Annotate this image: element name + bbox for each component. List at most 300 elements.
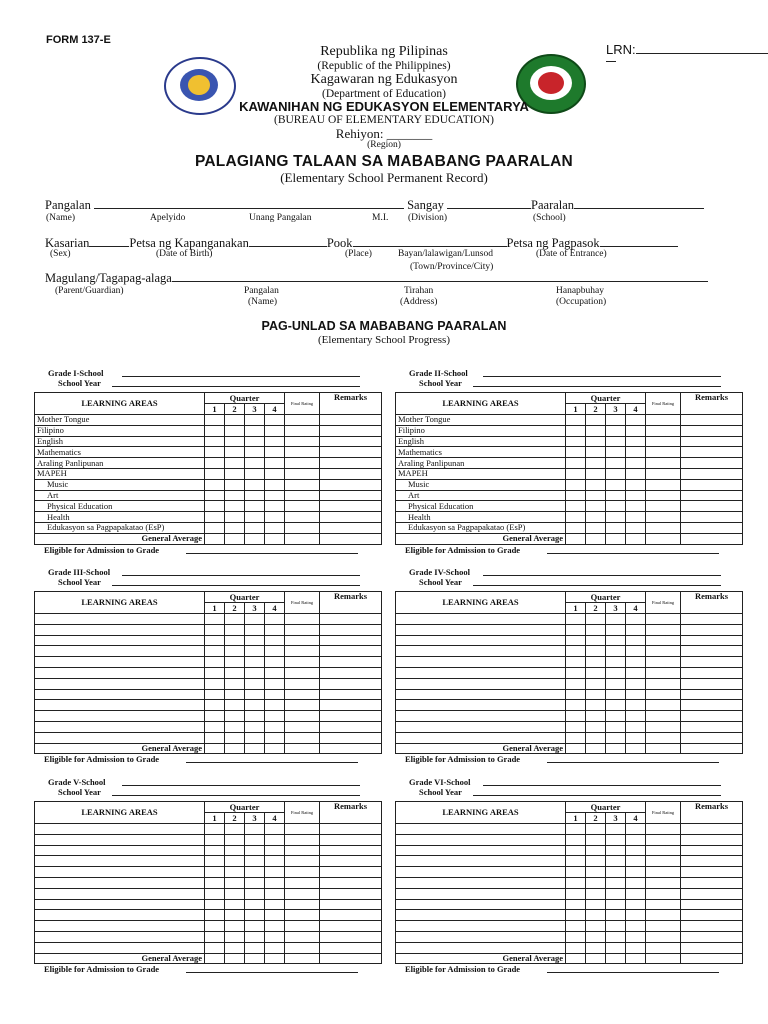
quarter-grade-cell[interactable] [626,512,646,523]
quarter-grade-cell[interactable] [566,856,586,867]
quarter-grade-cell[interactable] [606,468,626,479]
learning-area-cell[interactable]: Araling Panlipunan [35,458,205,469]
remarks-cell[interactable] [681,834,743,845]
quarter-grade-cell[interactable] [265,824,285,835]
final-rating-cell[interactable] [285,436,320,447]
learning-area-cell[interactable] [396,942,566,953]
quarter-grade-cell[interactable] [265,512,285,523]
final-rating-cell[interactable] [646,877,681,888]
quarter-grade-cell[interactable] [566,700,586,711]
general-average-final-cell[interactable] [646,533,681,544]
quarter-grade-cell[interactable] [245,700,265,711]
quarter-grade-cell[interactable] [626,931,646,942]
learning-area-cell[interactable]: MAPEH [396,468,566,479]
quarter-grade-cell[interactable] [606,458,626,469]
quarter-grade-cell[interactable] [225,501,245,512]
final-rating-cell[interactable] [285,614,320,625]
general-average-remarks-cell[interactable] [681,953,743,964]
general-average-quarter-cell[interactable] [566,743,586,754]
quarter-grade-cell[interactable] [245,732,265,743]
final-rating-cell[interactable] [285,646,320,657]
remarks-cell[interactable] [320,845,382,856]
quarter-grade-cell[interactable] [265,468,285,479]
final-rating-cell[interactable] [646,479,681,490]
quarter-grade-cell[interactable] [626,468,646,479]
final-rating-cell[interactable] [646,635,681,646]
general-average-quarter-cell[interactable] [606,953,626,964]
quarter-grade-cell[interactable] [205,436,225,447]
quarter-grade-cell[interactable] [566,899,586,910]
quarter-grade-cell[interactable] [586,931,606,942]
general-average-quarter-cell[interactable] [566,953,586,964]
quarter-grade-cell[interactable] [245,856,265,867]
quarter-grade-cell[interactable] [566,845,586,856]
quarter-grade-cell[interactable] [586,436,606,447]
remarks-cell[interactable] [320,824,382,835]
learning-area-cell[interactable] [35,834,205,845]
learning-area-cell[interactable] [396,910,566,921]
quarter-grade-cell[interactable] [245,867,265,878]
remarks-cell[interactable] [320,447,382,458]
learning-area-cell[interactable] [35,942,205,953]
learning-area-cell[interactable] [396,657,566,668]
learning-area-cell[interactable] [35,867,205,878]
quarter-grade-cell[interactable] [245,711,265,722]
quarter-grade-cell[interactable] [205,458,225,469]
final-rating-cell[interactable] [646,732,681,743]
quarter-grade-cell[interactable] [586,512,606,523]
quarter-grade-cell[interactable] [626,877,646,888]
final-rating-cell[interactable] [646,425,681,436]
final-rating-cell[interactable] [646,845,681,856]
quarter-grade-cell[interactable] [225,458,245,469]
quarter-grade-cell[interactable] [265,732,285,743]
final-rating-cell[interactable] [646,700,681,711]
general-average-final-cell[interactable] [285,953,320,964]
quarter-grade-cell[interactable] [566,646,586,657]
general-average-quarter-cell[interactable] [265,953,285,964]
final-rating-cell[interactable] [285,490,320,501]
learning-area-cell[interactable]: Music [35,479,205,490]
quarter-grade-cell[interactable] [245,910,265,921]
quarter-grade-cell[interactable] [606,689,626,700]
eligible-admission-input[interactable] [547,553,719,554]
final-rating-cell[interactable] [646,921,681,932]
quarter-grade-cell[interactable] [566,479,586,490]
quarter-grade-cell[interactable] [626,867,646,878]
quarter-grade-cell[interactable] [606,921,626,932]
final-rating-cell[interactable] [285,447,320,458]
quarter-grade-cell[interactable] [205,867,225,878]
eligible-admission-input[interactable] [547,762,719,763]
quarter-grade-cell[interactable] [225,689,245,700]
learning-area-cell[interactable] [35,700,205,711]
quarter-grade-cell[interactable] [245,942,265,953]
remarks-cell[interactable] [320,689,382,700]
final-rating-cell[interactable] [285,921,320,932]
pook-input[interactable] [353,246,507,247]
final-rating-cell[interactable] [646,657,681,668]
remarks-cell[interactable] [681,845,743,856]
quarter-grade-cell[interactable] [265,501,285,512]
general-average-quarter-cell[interactable] [626,743,646,754]
final-rating-cell[interactable] [646,501,681,512]
remarks-cell[interactable] [681,910,743,921]
learning-area-cell[interactable] [35,721,205,732]
final-rating-cell[interactable] [285,824,320,835]
remarks-cell[interactable] [320,490,382,501]
quarter-grade-cell[interactable] [586,721,606,732]
learning-area-cell[interactable] [396,646,566,657]
quarter-grade-cell[interactable] [626,501,646,512]
quarter-grade-cell[interactable] [566,512,586,523]
final-rating-cell[interactable] [285,468,320,479]
quarter-grade-cell[interactable] [566,614,586,625]
learning-area-cell[interactable]: Mother Tongue [35,415,205,426]
learning-area-cell[interactable]: Edukasyon sa Pagpapakatao (EsP) [396,522,566,533]
quarter-grade-cell[interactable] [205,646,225,657]
paaralan-input[interactable] [574,208,704,209]
remarks-cell[interactable] [681,921,743,932]
final-rating-cell[interactable] [285,877,320,888]
quarter-grade-cell[interactable] [566,888,586,899]
final-rating-cell[interactable] [285,522,320,533]
general-average-final-cell[interactable] [646,953,681,964]
quarter-grade-cell[interactable] [225,667,245,678]
quarter-grade-cell[interactable] [245,845,265,856]
learning-area-cell[interactable] [35,931,205,942]
quarter-grade-cell[interactable] [626,436,646,447]
quarter-grade-cell[interactable] [586,678,606,689]
quarter-grade-cell[interactable] [586,910,606,921]
final-rating-cell[interactable] [646,942,681,953]
remarks-cell[interactable] [320,657,382,668]
quarter-grade-cell[interactable] [586,501,606,512]
quarter-grade-cell[interactable] [606,447,626,458]
quarter-grade-cell[interactable] [626,921,646,932]
quarter-grade-cell[interactable] [245,501,265,512]
quarter-grade-cell[interactable] [606,711,626,722]
final-rating-cell[interactable] [285,657,320,668]
learning-area-cell[interactable] [396,888,566,899]
quarter-grade-cell[interactable] [566,657,586,668]
quarter-grade-cell[interactable] [245,415,265,426]
quarter-grade-cell[interactable] [626,635,646,646]
quarter-grade-cell[interactable] [225,888,245,899]
quarter-grade-cell[interactable] [205,910,225,921]
quarter-grade-cell[interactable] [205,700,225,711]
quarter-grade-cell[interactable] [586,490,606,501]
learning-area-cell[interactable] [35,635,205,646]
remarks-cell[interactable] [320,942,382,953]
grade-school-input[interactable] [483,376,721,377]
learning-area-cell[interactable]: Mother Tongue [396,415,566,426]
remarks-cell[interactable] [320,678,382,689]
final-rating-cell[interactable] [646,522,681,533]
final-rating-cell[interactable] [285,711,320,722]
quarter-grade-cell[interactable] [626,415,646,426]
learning-area-cell[interactable]: Art [396,490,566,501]
quarter-grade-cell[interactable] [265,447,285,458]
general-average-quarter-cell[interactable] [265,533,285,544]
quarter-grade-cell[interactable] [606,678,626,689]
final-rating-cell[interactable] [285,700,320,711]
quarter-grade-cell[interactable] [606,931,626,942]
quarter-grade-cell[interactable] [265,845,285,856]
quarter-grade-cell[interactable] [626,856,646,867]
quarter-grade-cell[interactable] [586,458,606,469]
quarter-grade-cell[interactable] [566,721,586,732]
quarter-grade-cell[interactable] [265,700,285,711]
quarter-grade-cell[interactable] [566,436,586,447]
quarter-grade-cell[interactable] [566,711,586,722]
final-rating-cell[interactable] [646,468,681,479]
learning-area-cell[interactable] [35,910,205,921]
quarter-grade-cell[interactable] [245,877,265,888]
quarter-grade-cell[interactable] [245,436,265,447]
quarter-grade-cell[interactable] [225,415,245,426]
quarter-grade-cell[interactable] [566,921,586,932]
final-rating-cell[interactable] [646,834,681,845]
quarter-grade-cell[interactable] [586,834,606,845]
remarks-cell[interactable] [681,635,743,646]
quarter-grade-cell[interactable] [626,657,646,668]
school-year-input[interactable] [473,585,721,586]
quarter-grade-cell[interactable] [586,667,606,678]
learning-area-cell[interactable] [396,867,566,878]
final-rating-cell[interactable] [285,856,320,867]
final-rating-cell[interactable] [646,711,681,722]
quarter-grade-cell[interactable] [245,646,265,657]
general-average-final-cell[interactable] [285,533,320,544]
quarter-grade-cell[interactable] [586,899,606,910]
quarter-grade-cell[interactable] [586,415,606,426]
quarter-grade-cell[interactable] [265,667,285,678]
learning-area-cell[interactable] [396,689,566,700]
remarks-cell[interactable] [681,512,743,523]
quarter-grade-cell[interactable] [245,425,265,436]
quarter-grade-cell[interactable] [205,614,225,625]
quarter-grade-cell[interactable] [626,888,646,899]
remarks-cell[interactable] [681,877,743,888]
remarks-cell[interactable] [681,522,743,533]
quarter-grade-cell[interactable] [265,635,285,646]
learning-area-cell[interactable] [35,732,205,743]
quarter-grade-cell[interactable] [225,877,245,888]
final-rating-cell[interactable] [646,436,681,447]
general-average-quarter-cell[interactable] [205,533,225,544]
quarter-grade-cell[interactable] [606,436,626,447]
general-average-quarter-cell[interactable] [586,743,606,754]
quarter-grade-cell[interactable] [225,468,245,479]
quarter-grade-cell[interactable] [626,479,646,490]
pangalan-input[interactable] [94,208,404,209]
general-average-quarter-cell[interactable] [245,533,265,544]
learning-area-cell[interactable]: Music [396,479,566,490]
quarter-grade-cell[interactable] [245,834,265,845]
quarter-grade-cell[interactable] [205,834,225,845]
final-rating-cell[interactable] [646,490,681,501]
final-rating-cell[interactable] [646,667,681,678]
quarter-grade-cell[interactable] [265,425,285,436]
final-rating-cell[interactable] [646,447,681,458]
learning-area-cell[interactable]: English [396,436,566,447]
learning-area-cell[interactable]: Edukasyon sa Pagpapakatao (EsP) [35,522,205,533]
quarter-grade-cell[interactable] [225,910,245,921]
quarter-grade-cell[interactable] [265,856,285,867]
remarks-cell[interactable] [681,501,743,512]
quarter-grade-cell[interactable] [265,458,285,469]
quarter-grade-cell[interactable] [205,721,225,732]
general-average-quarter-cell[interactable] [586,953,606,964]
remarks-cell[interactable] [320,931,382,942]
school-year-input[interactable] [112,386,360,387]
remarks-cell[interactable] [320,732,382,743]
quarter-grade-cell[interactable] [586,689,606,700]
remarks-cell[interactable] [320,415,382,426]
quarter-grade-cell[interactable] [626,624,646,635]
quarter-grade-cell[interactable] [586,468,606,479]
learning-area-cell[interactable] [35,678,205,689]
final-rating-cell[interactable] [285,501,320,512]
final-rating-cell[interactable] [285,867,320,878]
quarter-grade-cell[interactable] [586,479,606,490]
learning-area-cell[interactable] [35,711,205,722]
learning-area-cell[interactable] [35,899,205,910]
grade-school-input[interactable] [483,785,721,786]
quarter-grade-cell[interactable] [225,657,245,668]
remarks-cell[interactable] [681,721,743,732]
quarter-grade-cell[interactable] [225,436,245,447]
final-rating-cell[interactable] [646,689,681,700]
school-year-input[interactable] [473,795,721,796]
quarter-grade-cell[interactable] [225,931,245,942]
quarter-grade-cell[interactable] [225,447,245,458]
quarter-grade-cell[interactable] [205,512,225,523]
quarter-grade-cell[interactable] [265,646,285,657]
quarter-grade-cell[interactable] [245,721,265,732]
quarter-grade-cell[interactable] [225,834,245,845]
quarter-grade-cell[interactable] [245,447,265,458]
quarter-grade-cell[interactable] [225,425,245,436]
quarter-grade-cell[interactable] [606,490,626,501]
quarter-grade-cell[interactable] [265,624,285,635]
remarks-cell[interactable] [681,490,743,501]
final-rating-cell[interactable] [285,942,320,953]
final-rating-cell[interactable] [285,512,320,523]
remarks-cell[interactable] [681,436,743,447]
quarter-grade-cell[interactable] [245,458,265,469]
quarter-grade-cell[interactable] [606,415,626,426]
learning-area-cell[interactable]: Araling Panlipunan [396,458,566,469]
learning-area-cell[interactable] [396,856,566,867]
quarter-grade-cell[interactable] [265,657,285,668]
quarter-grade-cell[interactable] [586,700,606,711]
quarter-grade-cell[interactable] [205,732,225,743]
general-average-quarter-cell[interactable] [606,533,626,544]
quarter-grade-cell[interactable] [205,711,225,722]
learning-area-cell[interactable] [35,657,205,668]
quarter-grade-cell[interactable] [265,614,285,625]
remarks-cell[interactable] [681,732,743,743]
quarter-grade-cell[interactable] [626,689,646,700]
quarter-grade-cell[interactable] [606,700,626,711]
quarter-grade-cell[interactable] [626,732,646,743]
remarks-cell[interactable] [681,867,743,878]
general-average-remarks-cell[interactable] [320,533,382,544]
quarter-grade-cell[interactable] [566,867,586,878]
quarter-grade-cell[interactable] [626,614,646,625]
quarter-grade-cell[interactable] [225,732,245,743]
quarter-grade-cell[interactable] [586,657,606,668]
final-rating-cell[interactable] [646,931,681,942]
final-rating-cell[interactable] [285,899,320,910]
final-rating-cell[interactable] [646,899,681,910]
quarter-grade-cell[interactable] [566,458,586,469]
quarter-grade-cell[interactable] [586,845,606,856]
remarks-cell[interactable] [320,468,382,479]
remarks-cell[interactable] [681,458,743,469]
quarter-grade-cell[interactable] [586,856,606,867]
quarter-grade-cell[interactable] [265,834,285,845]
quarter-grade-cell[interactable] [566,942,586,953]
quarter-grade-cell[interactable] [205,657,225,668]
learning-area-cell[interactable] [396,721,566,732]
quarter-grade-cell[interactable] [606,834,626,845]
quarter-grade-cell[interactable] [606,657,626,668]
remarks-cell[interactable] [320,910,382,921]
general-average-remarks-cell[interactable] [681,743,743,754]
remarks-cell[interactable] [320,522,382,533]
quarter-grade-cell[interactable] [566,624,586,635]
quarter-grade-cell[interactable] [586,425,606,436]
quarter-grade-cell[interactable] [205,624,225,635]
final-rating-cell[interactable] [285,624,320,635]
quarter-grade-cell[interactable] [606,635,626,646]
quarter-grade-cell[interactable] [205,522,225,533]
quarter-grade-cell[interactable] [245,522,265,533]
quarter-grade-cell[interactable] [225,856,245,867]
quarter-grade-cell[interactable] [225,635,245,646]
learning-area-cell[interactable]: MAPEH [35,468,205,479]
quarter-grade-cell[interactable] [225,700,245,711]
quarter-grade-cell[interactable] [566,910,586,921]
quarter-grade-cell[interactable] [606,522,626,533]
quarter-grade-cell[interactable] [626,834,646,845]
remarks-cell[interactable] [681,899,743,910]
learning-area-cell[interactable] [396,834,566,845]
quarter-grade-cell[interactable] [586,921,606,932]
quarter-grade-cell[interactable] [245,678,265,689]
quarter-grade-cell[interactable] [606,867,626,878]
general-average-quarter-cell[interactable] [205,743,225,754]
quarter-grade-cell[interactable] [606,732,626,743]
remarks-cell[interactable] [681,711,743,722]
learning-area-cell[interactable]: Art [35,490,205,501]
learning-area-cell[interactable] [35,856,205,867]
quarter-grade-cell[interactable] [626,942,646,953]
quarter-grade-cell[interactable] [606,667,626,678]
quarter-grade-cell[interactable] [225,614,245,625]
quarter-grade-cell[interactable] [566,501,586,512]
learning-area-cell[interactable] [35,646,205,657]
learning-area-cell[interactable] [396,845,566,856]
remarks-cell[interactable] [320,888,382,899]
general-average-quarter-cell[interactable] [606,743,626,754]
remarks-cell[interactable] [681,689,743,700]
grade-school-input[interactable] [122,785,360,786]
quarter-grade-cell[interactable] [566,678,586,689]
